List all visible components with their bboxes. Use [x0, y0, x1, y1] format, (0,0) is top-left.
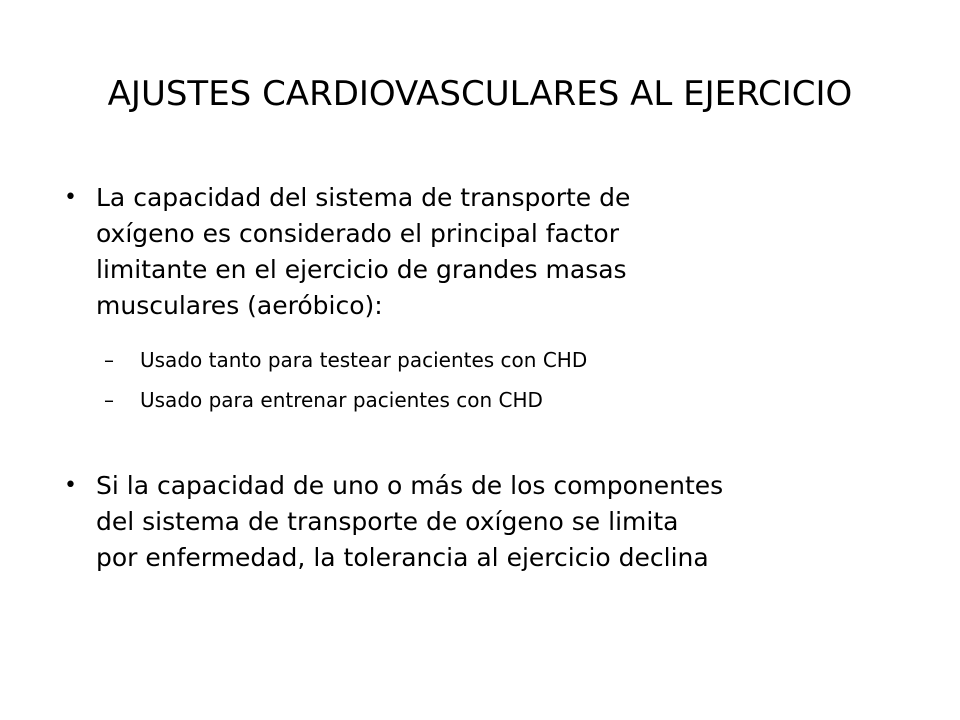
sub-bullet-marker: –	[104, 388, 114, 412]
bullet-marker: •	[64, 473, 77, 498]
bullet-item	[64, 180, 924, 324]
sub-bullet-text: Usado para entrenar pacientes con CHD	[140, 388, 543, 412]
sub-bullet-marker: –	[104, 348, 114, 372]
slide-title: AJUSTES CARDIOVASCULARES AL EJERCICIO	[107, 74, 853, 114]
sub-bullet-list	[64, 340, 924, 420]
bullet-text-line: oxígeno es considerado el principal factor	[96, 219, 619, 248]
bullet-item	[64, 468, 924, 576]
bullet-text-line: Si la capacidad de uno o más de los componentes	[96, 471, 724, 500]
bullet-text-line: por enfermedad, la tolerancia al ejercicio declina	[96, 543, 709, 572]
bullet-text-line: musculares (aeróbico):	[96, 291, 383, 320]
bullet-text-line: La capacidad del sistema de transporte de	[96, 183, 631, 212]
sub-bullet-item	[64, 340, 924, 380]
bullet-text-line: limitante en el ejercicio de grandes masas	[96, 255, 627, 284]
bullet-marker: •	[64, 185, 77, 210]
sub-bullet-text: Usado tanto para testear pacientes con CHD	[140, 348, 588, 372]
slide-body	[64, 180, 924, 576]
bullet-text-line: del sistema de transporte de oxígeno se limita	[96, 507, 679, 536]
sub-bullet-item	[64, 380, 924, 420]
